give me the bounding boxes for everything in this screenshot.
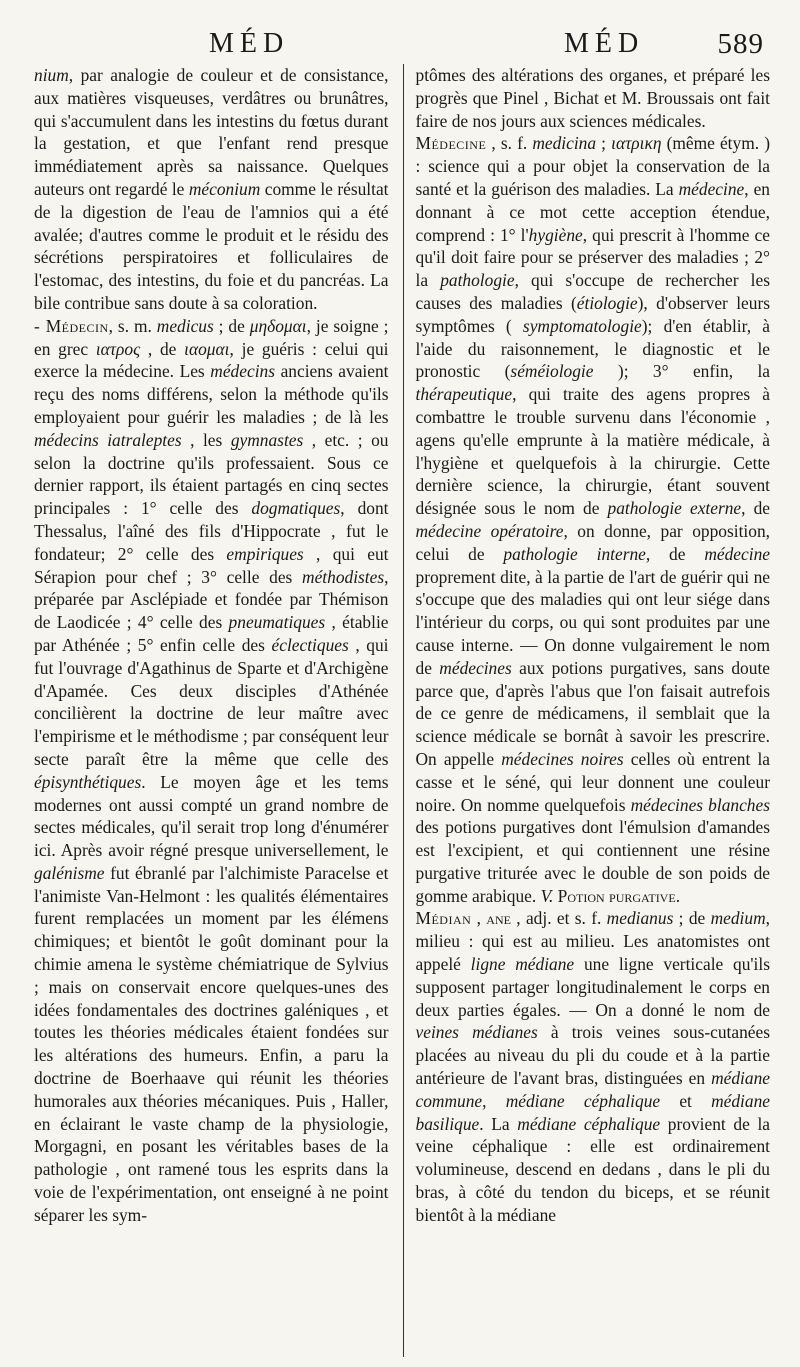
right-column — [403, 64, 771, 1357]
italic-term: pathologie interne — [503, 543, 646, 564]
text-run: , de — [741, 498, 770, 519]
italic-term: medicus — [156, 315, 214, 336]
italic-term: ιατρος — [95, 338, 141, 359]
italic-term: nium — [34, 65, 69, 85]
text-run: , qui fut l'ouvrage d'Agathinus de Sparte et d'Archigène d'Apamée. Ces deux disciples d'Athénée concilièrent la doctrine de leur maître avec l'empirisme et le méthodisme ; par conséquent leur secte paraît être la même que celle des — [34, 634, 389, 769]
running-header — [34, 28, 764, 68]
text-run: celles où entrent la casse et le séné, qui leur donnent une couleur noire. On nomme quelquefois — [415, 748, 771, 815]
text-run: , qui prescrit à l'homme ce qu'il doit faire pour se préserver des maladies ; 2° la — [415, 224, 770, 291]
text-run: , de — [140, 338, 185, 359]
italic-term: medicina — [532, 133, 597, 154]
text-columns — [34, 64, 770, 1357]
text-run: des potions purgatives dont l'émulsion d'amandes est l'excipient, et qui contiennent une résine purgative triturée avec le double de son poids de gomme arabique. — [415, 817, 770, 906]
italic-term: μηδομαι — [249, 315, 307, 336]
italic-term: ligne médiane — [470, 954, 575, 975]
italic-term: ιαομαι — [184, 338, 230, 359]
entry-paragraph — [416, 64, 771, 132]
italic-term: médecines blanches — [630, 794, 770, 815]
text-run: provient de la veine céphalique : elle est ordinairement volumineuse, descend en dedans , dans le pli du bras, à côté du tendon du biceps, et se réunit bientôt à la médiane — [415, 1113, 771, 1225]
text-run: . La — [479, 1113, 518, 1134]
italic-term: médiane céphalique — [505, 1090, 661, 1111]
italic-term: éclectiques — [271, 634, 349, 655]
text-run: , qui s'occupe de rechercher les causes des maladies ( — [415, 270, 771, 313]
italic-term: médiane basilique — [415, 1090, 770, 1134]
entry-paragraph — [416, 907, 771, 1226]
entry-headword: Médian — [415, 908, 472, 929]
text-run: ); 3° enfin, la — [593, 361, 770, 382]
text-run: , je soigne ; en grec — [34, 315, 389, 359]
header-right-guideword: MÉD — [564, 28, 645, 59]
text-run: , — [471, 908, 487, 929]
text-run: ; de — [213, 315, 250, 336]
text-run: fut ébranlé par l'alchimiste Paracelse et l'animiste Van-Helmont : les qualités élémentaires furent remplacées un moment par les élémens chimiques; et bientôt le goût dominant pour la chimie amena le système chémiatrique de Sylvius ; mais on conservait encore quelques-unes des idées fondamentales des doctrines galéniques , et toutes les théories médicales étaient fondées sur les altérations des humeurs. Enfin, a paru la doctrine de Boerhaave qui réunit les théories humorales aux théories mécaniques. Puis , Haller, en éclairant le vaste champ de la physiologie, Morgagni, en posant les véritables bases de la pathologie , ont ramené tous les esprits dans la voie de l'expérimentation, ont enseigné à ne point séparer les sym- — [34, 862, 389, 1225]
text-run: , qui eut Sérapion pour chef ; 3° celle des — [34, 543, 389, 587]
text-run: , on donne, par opposition, celui de — [415, 520, 771, 564]
entry-paragraph — [416, 132, 771, 907]
italic-term: médecins iatraleptes — [34, 429, 182, 450]
text-run: , en donnant à ce mot cette acception étendue, comprend : 1° l' — [415, 178, 770, 245]
text-run: , préparée par Asclépiade et fondée par Thémison de Laodicée ; 4° celle des — [34, 566, 389, 633]
text-run: . — [675, 885, 681, 906]
italic-term: gymnastes — [230, 429, 304, 450]
italic-term: V. — [540, 885, 554, 906]
italic-term: empiriques — [226, 543, 304, 564]
italic-term: galénisme — [34, 862, 105, 883]
text-run: , dont Thessalus, l'aîné des fils d'Hippocrate , fut le fondateur; 2° celle des — [34, 498, 389, 564]
entry-paragraph — [34, 315, 389, 1227]
text-run: ); d'en établir, à l'aide du raisonnement, le diagnostic et le pronostic ( — [415, 315, 770, 382]
italic-term: ιατρικη — [611, 133, 662, 154]
text-run: , adj. et s. f. — [510, 908, 607, 929]
text-run: , qui traite des agens propres à combattre le trouble survenu dans l'économie , agens qu'elle emprunte à la matière médicale, à l'hygiène et quelquefois à la chirurgie. Cette dernière science, la chirurgie, étant souvent désignée sous le nom de — [415, 384, 770, 519]
entry-headword: - Médecin — [34, 315, 109, 336]
entry-paragraph — [34, 64, 389, 315]
text-run: , — [482, 1090, 506, 1111]
italic-term: médiane céphalique — [517, 1113, 661, 1134]
italic-term: médecines — [439, 657, 512, 678]
italic-term: méconium — [188, 178, 261, 199]
text-run: anciens avaient reçu des noms différens, selon la méthode qu'ils employaient pour guérir les maladies ; de là les — [34, 361, 389, 427]
italic-term: pneumatiques — [228, 612, 326, 633]
italic-term: médecins — [210, 361, 275, 382]
text-run: ; de — [673, 908, 711, 929]
text-run: , je guéris : celui qui exerce la médecine. Les — [34, 338, 389, 382]
italic-term: hygiène — [528, 224, 583, 245]
italic-term: symptomatologie — [522, 315, 642, 336]
italic-term: medianus — [606, 908, 674, 929]
italic-term: pathologie externe — [607, 498, 742, 519]
italic-term: étiologie — [576, 292, 638, 313]
text-run: comme le résultat de la digestion de l'eau de l'amnios qui a été avalée; d'autres comme le produit et le résidu des sécrétions perspiratoires et folliculaires de l'estomac, des intestins, du foie et du pancréas. La bile contribue sans doute à sa coloration. — [34, 178, 389, 313]
italic-term: thérapeutique — [415, 384, 513, 405]
text-run: , de — [645, 543, 705, 564]
italic-term: dogmatiques — [251, 498, 341, 519]
italic-term: médecine — [704, 543, 770, 564]
text-run: , s. m. — [108, 315, 157, 336]
text-run: Potion purgative — [557, 885, 676, 906]
italic-term: pathologie — [440, 270, 515, 291]
text-run: , etc. ; ou selon la doctrine qu'ils professaient. Sous ce dernier rapport, ils étaient partagés en cinq sectes principales : 1° celle des — [34, 429, 389, 519]
italic-term: méthodistes — [302, 566, 385, 587]
text-run: aux potions purgatives, sans doute parce que, d'après l'abus que l'on faisait autrefois de ce genre de médicamens, il semblait que la science médicale se bornât à savoir les prescrire. On appelle — [415, 657, 770, 769]
text-run: à trois veines sous-cutanées placées au niveau du pli du coude et à la partie antérieure de l'avant bras, distinguées en — [415, 1022, 770, 1089]
text-run: ; — [596, 133, 612, 154]
italic-term: médecine — [678, 178, 745, 199]
italic-term: medium — [710, 908, 766, 929]
text-run: , les — [181, 429, 231, 450]
text-run: ), d'observer leurs symptômes ( — [415, 292, 770, 336]
text-run: , établie par Athénée ; 5° enfin celle des — [34, 612, 389, 655]
text-run: proprement dite, à la partie de l'art de guérir qui ne s'occupe que des maladies qui ont leur siége dans l'intérieur du corps, ou qui sont produites par une cause interne. — On donne vulgairement le nom de — [415, 566, 770, 678]
header-left-guideword: MÉD — [209, 28, 290, 59]
entry-headword: Médecine — [415, 133, 487, 154]
italic-term: séméiologie — [510, 361, 594, 382]
text-run: ptômes des altérations des organes, et préparé les progrès que Pinel , Bichat et M. Broussais ont fait faire de nos jours aux sciences médicales. — [415, 65, 770, 131]
italic-term: épisynthétiques — [34, 771, 142, 792]
italic-term: médecine opératoire — [415, 520, 564, 541]
italic-term: médiane commune — [415, 1068, 770, 1111]
left-column — [34, 64, 389, 1357]
italic-term: médecines noires — [501, 748, 624, 769]
text-run: ane — [486, 908, 511, 929]
text-run: , milieu : qui est au milieu. Les anatomistes ont appelé — [415, 908, 770, 975]
text-run: , s. f. — [486, 133, 533, 154]
text-run: et — [660, 1090, 712, 1111]
text-run: . Le moyen âge et les tems modernes ont aussi compté un grand nombre de sectes médicales, qu'il serait trop long d'énumérer ici. Après avoir régné presque universellement, le — [34, 771, 389, 861]
text-run: , par analogie de couleur et de consistance, aux matières visqueuses, verdâtres ou brunâtres, qui s'accumulent dans les intestins du fœtus durant la gestation, et que l'enfant rend presque immédiatement après sa naissance. Quelques auteurs ont regardé le — [34, 65, 389, 199]
page-number: 589 — [717, 28, 764, 60]
text-run: une ligne verticale qu'ils supposent partager longitudinalement le corps en deux parties égales. — On a donné le nom de — [415, 954, 770, 1020]
italic-term: veines médianes — [415, 1022, 538, 1043]
text-run: (même étym. ) : science qui a pour objet la conservation de la santé et la guérison des maladies. La — [415, 133, 770, 199]
